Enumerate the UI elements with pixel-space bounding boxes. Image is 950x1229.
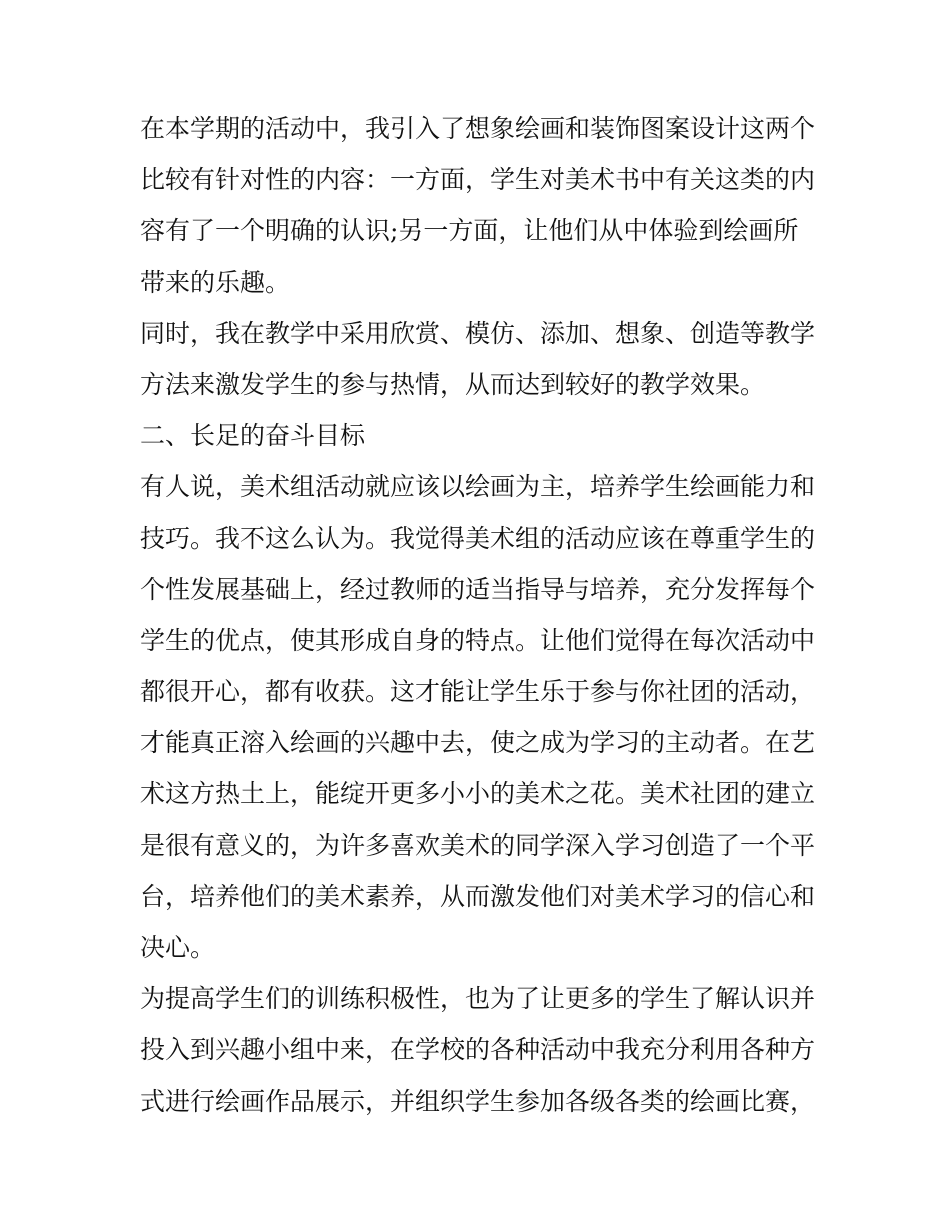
paragraph-line: 方法来激发学生的参与热情，从而达到较好的教学效果。 [140, 369, 766, 399]
paragraph-line: 决心。 [140, 933, 216, 962]
paragraph-line: 式进行绘画作品展示，并组织学生参加各级各类的绘画比赛， [140, 1086, 816, 1116]
paragraph-line: 在本学期的活动中，我引入了想象绘画和装饰图案设计这两个 [140, 114, 816, 143]
paragraph-line: 比较有针对性的内容：一方面，学生对美术书中有关这类的内 [140, 165, 816, 195]
paragraph-line: 同时，我在教学中采用欣赏、模仿、添加、想象、创造等教学 [140, 318, 816, 348]
paragraph-line: 才能真正溶入绘画的兴趣中去，使之成为学习的主动者。在艺 [140, 728, 816, 758]
document-body [140, 103, 820, 1127]
paragraph-line: 带来的乐趣。 [140, 267, 291, 297]
section-heading: 二、长足的奋斗目标 [140, 421, 366, 451]
paragraph-line: 台，培养他们的美术素养，从而激发他们对美术学习的信心和 [140, 881, 816, 911]
paragraph-line: 容有了一个明确的认识;另一方面，让他们从中体验到绘画所 [140, 216, 799, 246]
paragraph-line: 是很有意义的，为许多喜欢美术的同学深入学习创造了一个平 [140, 830, 816, 860]
paragraph-line: 学生的优点，使其形成自身的特点。让他们觉得在每次活动中 [140, 625, 816, 655]
paragraph-line: 个性发展基础上，经过教师的适当指导与培养，充分发挥每个 [140, 574, 816, 604]
paragraph-line: 术这方热土上，能绽开更多小小的美术之花。美术社团的建立 [140, 779, 816, 809]
paragraph-line: 有人说，美术组活动就应该以绘画为主，培养学生绘画能力和 [140, 472, 816, 502]
paragraph-line: 投入到兴趣小组中来，在学校的各种活动中我充分利用各种方 [140, 1035, 816, 1065]
paragraph-line: 技巧。我不这么认为。我觉得美术组的活动应该在尊重学生的 [140, 523, 816, 553]
paragraph-line: 都很开心，都有收获。这才能让学生乐于参与你社团的活动， [140, 677, 816, 707]
paragraph-line: 为提高学生们的训练积极性，也为了让更多的学生了解认识并 [140, 984, 816, 1014]
